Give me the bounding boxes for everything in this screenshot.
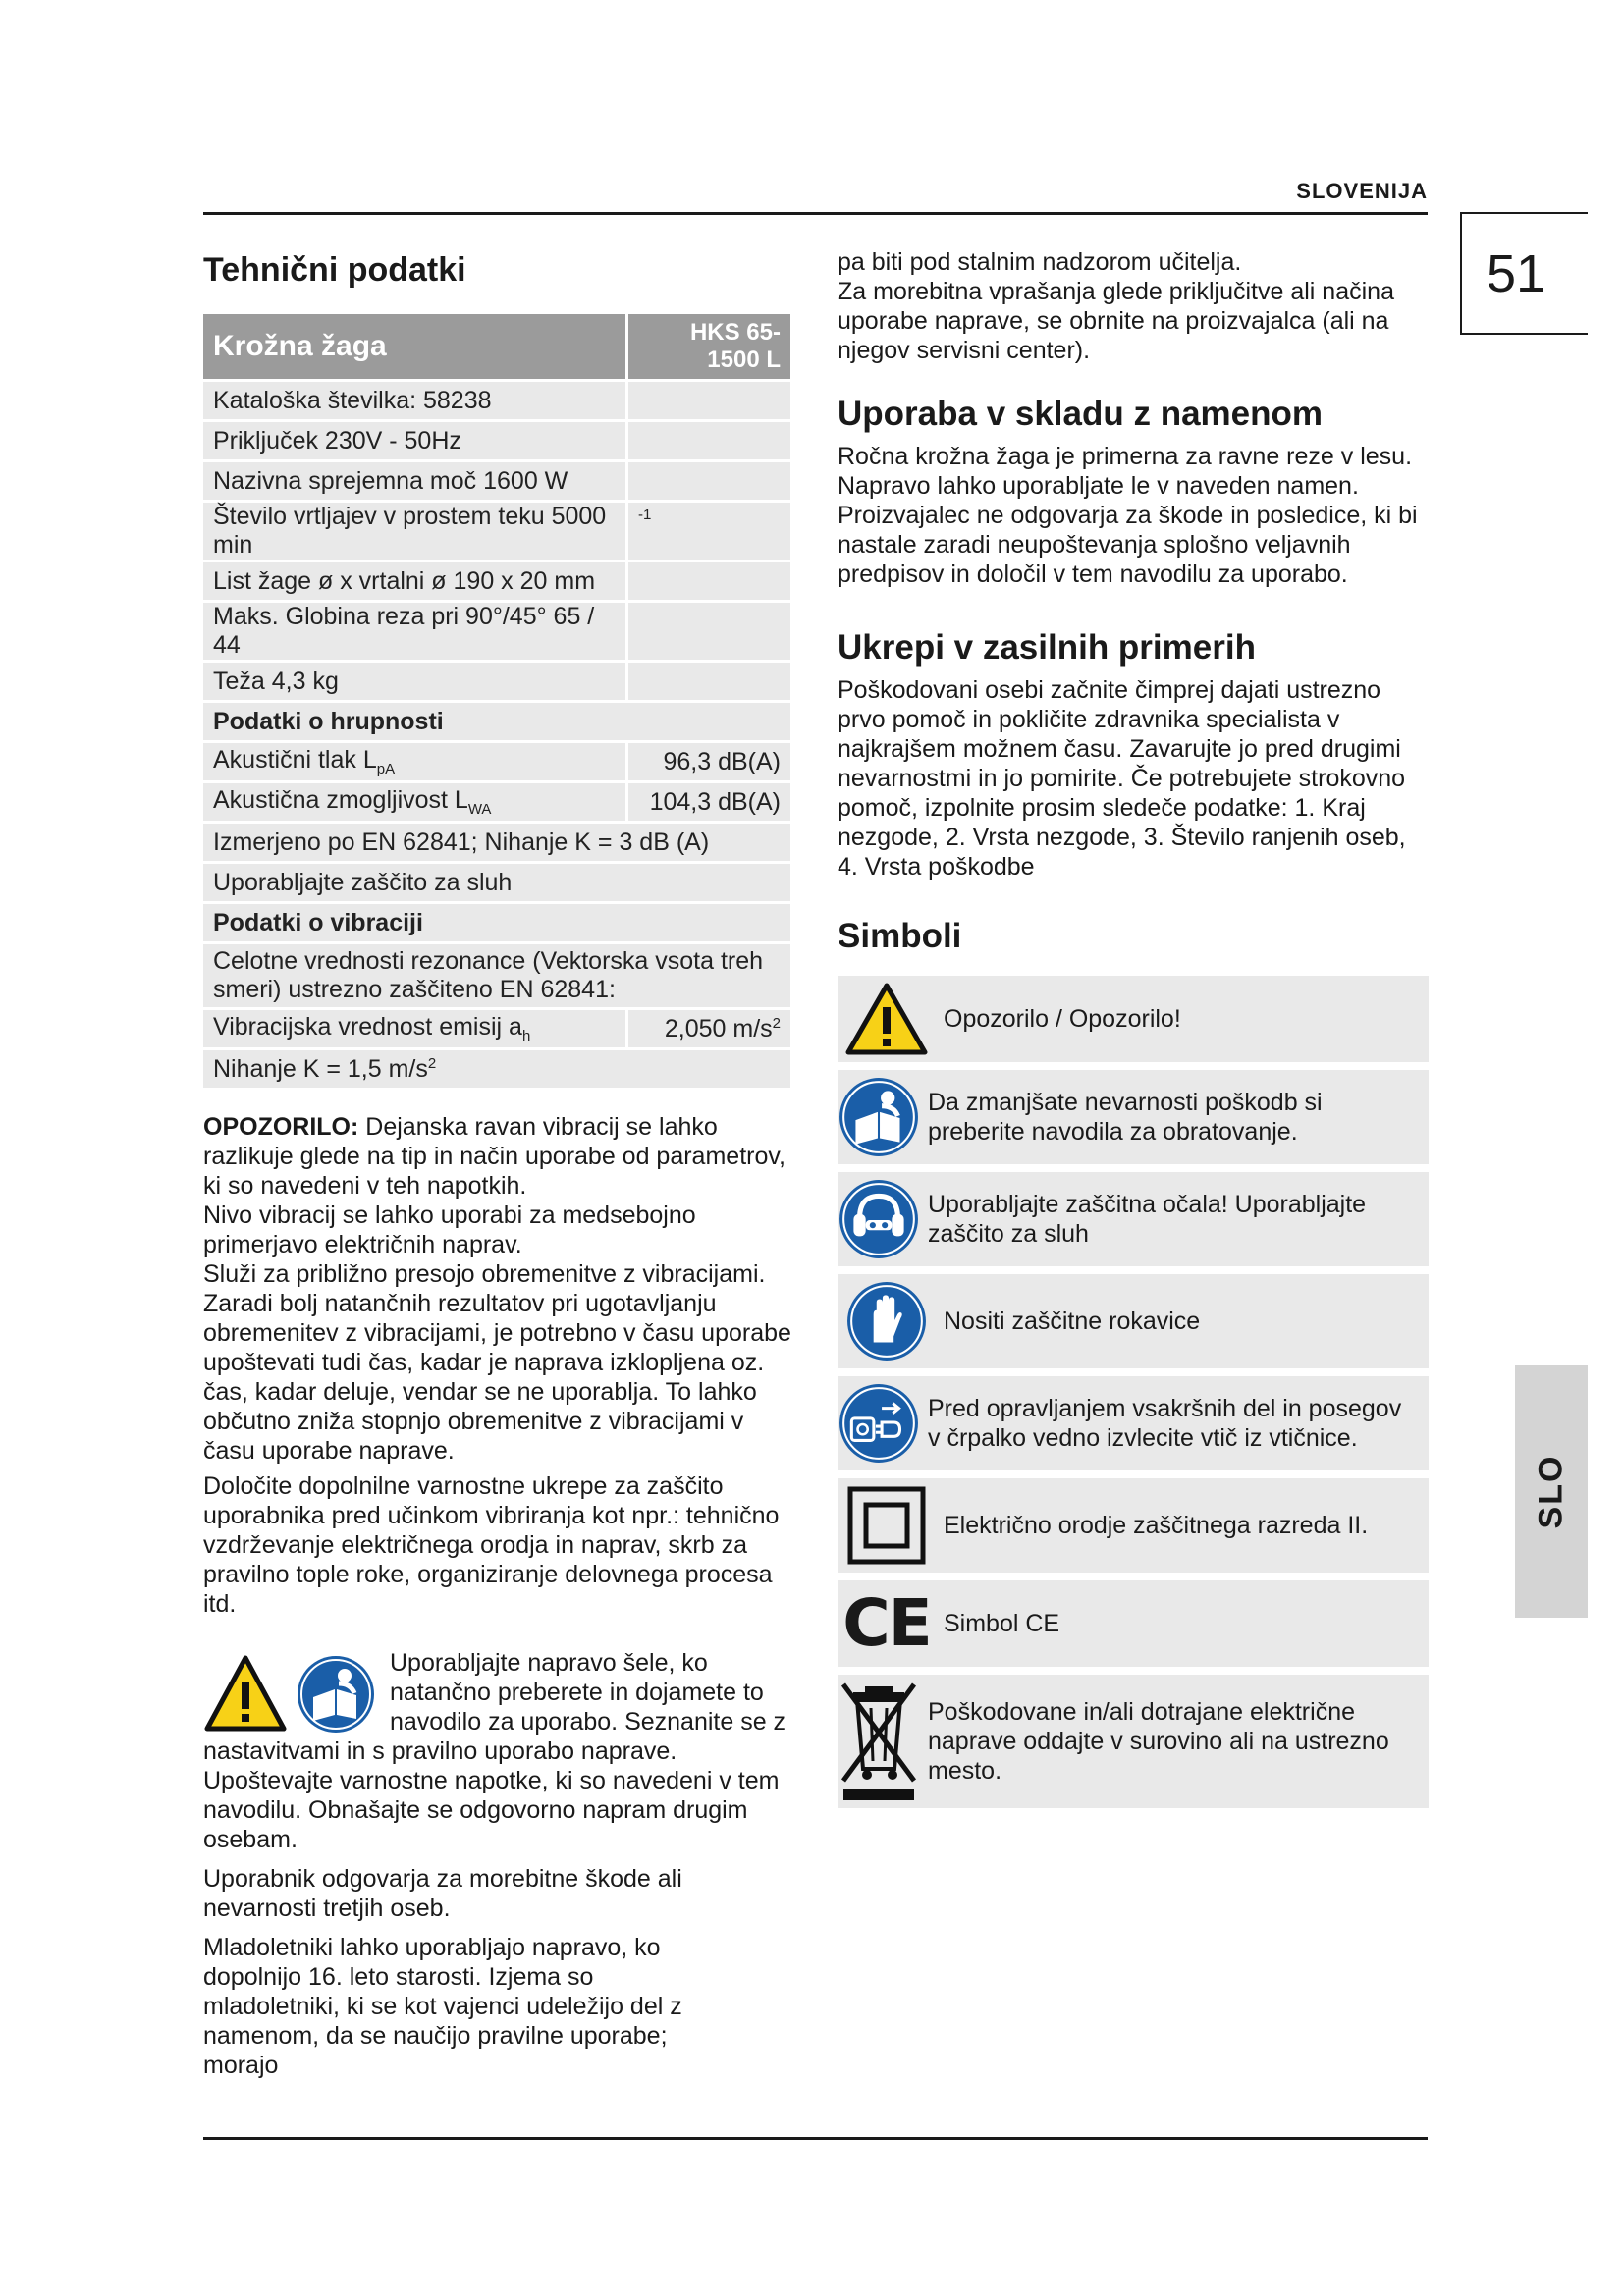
- spec-cell: Nazivna sprejemna moč 1600 W: [203, 462, 625, 500]
- spec-cell: Kataloška številka: 58238: [203, 382, 625, 419]
- language-tab: [1515, 1365, 1588, 1618]
- emission-sub: h: [521, 1028, 531, 1044]
- symbol-icon-cell: [838, 1580, 936, 1667]
- spec-empty-cell: [628, 382, 790, 419]
- spec-cell: Teža 4,3 kg: [203, 663, 625, 700]
- table-row: [203, 382, 790, 419]
- emission-value: 2,050 m/s: [664, 1014, 773, 1042]
- table-row: [203, 783, 790, 821]
- pressure-value: 96,3 dB(A): [628, 743, 790, 780]
- symbol-icon-cell: [838, 1070, 920, 1164]
- vib-k-label: Nihanje K = 1,5 m/s: [213, 1054, 428, 1083]
- table-row: [203, 562, 790, 600]
- spec-empty-cell: [628, 603, 790, 660]
- spec-table: [200, 311, 793, 1091]
- pressure-sub: pA: [376, 761, 396, 777]
- spec-header-row: [203, 314, 790, 379]
- usage-notes: [203, 1648, 796, 2080]
- spec-empty-cell: [628, 462, 790, 500]
- noise-section-title: Podatki o hrupnosti: [203, 703, 790, 740]
- vibration-paragraph-4: Zaradi bolj natančnih rezultatov pri ugotavljanju obremenitev z vibracijami, je potrebno v času uporabe upoštevati tudi čas, kadar je naprava izklopljena oz. čas, kadar deluje, vendar se ne uporablja. To lahko občutno zniža stopnjo obremenitve z vibracijami v času uporabe naprave.: [203, 1290, 791, 1465]
- page-number-box: [1460, 212, 1588, 335]
- goggles-earmuffs-icon: [838, 1178, 920, 1260]
- usage-paragraph-1: Uporabljajte napravo šele, ko natančno preberete in dojamete to navodilo za uporabo. Seznanite se z nastavitvami in s pravilno uporabo naprave. Upoštevajte varnostne napotke, ki so navedeni v tem navodilu. Obnašajte se odgovorno napram drugim osebam.: [203, 1649, 786, 1853]
- tech-title: Tehnični podatki: [203, 251, 466, 289]
- pressure-label: Akustični tlak L: [213, 746, 377, 774]
- spec-speed-sup: -1: [628, 503, 790, 560]
- measured-cell: Izmerjeno po EN 62841; Nihanje K = 3 dB (A): [203, 824, 790, 861]
- symbol-icon-cell: [838, 1172, 920, 1266]
- emergency-title: Ukrepi v zasilnih primerih: [838, 628, 1256, 667]
- spec-cell-pressure: [203, 743, 625, 780]
- table-row: [203, 904, 790, 941]
- language-tab-label: SLO: [1532, 1454, 1570, 1529]
- symbol-icon-cell: [838, 1478, 936, 1573]
- table-row: [203, 1050, 790, 1088]
- class-ii-icon: [846, 1485, 927, 1566]
- symbol-icon-cell: [838, 976, 936, 1062]
- list-item: [838, 1274, 1429, 1368]
- spec-cell-emission: [203, 1010, 625, 1047]
- symbol-text: Opozorilo / Opozorilo!: [944, 1005, 1181, 1033]
- intended-use-title: Uporaba v skladu z namenom: [838, 395, 1324, 433]
- emission-label: Vibracijska vrednost emisij a: [213, 1013, 522, 1041]
- top-rule: [203, 212, 1428, 215]
- usage-paragraph-2: Uporabnik odgovarja za morebitne škode ali nevarnosti tretjih oseb.: [203, 1865, 682, 1922]
- table-row: [203, 703, 790, 740]
- table-row: [203, 462, 790, 500]
- table-row: [203, 1010, 790, 1047]
- warning-triangle-icon: [844, 982, 929, 1056]
- spec-empty-cell: [628, 562, 790, 600]
- symbol-text: Da zmanjšate nevarnosti poškodb si preberite navodila za obratovanje.: [928, 1089, 1323, 1146]
- bottom-rule: [203, 2137, 1428, 2140]
- emission-value-cell: [628, 1010, 790, 1047]
- spec-empty-cell: [628, 663, 790, 700]
- vibration-paragraph-3: Služi za približno presojo obremenitve z vibracijami.: [203, 1260, 766, 1288]
- table-row: [203, 503, 790, 560]
- power-value: 104,3 dB(A): [628, 783, 790, 821]
- read-manual-icon: [296, 1654, 376, 1735]
- weee-bin-icon: [838, 1679, 920, 1804]
- symbol-icon-cell: [838, 1675, 920, 1808]
- table-row: [203, 743, 790, 780]
- vib-k-sup: 2: [427, 1054, 437, 1072]
- spec-cell-vib-k: [203, 1050, 790, 1088]
- list-item: [838, 976, 1429, 1062]
- intended-use-text: Ročna krožna žaga je primerna za ravne reze v lesu. Napravo lahko uporabljate le v naveden namen. Proizvajalec ne odgovarja za škode in posledice, ki bi nastale zaradi neupoštevanja splošno veljavnih predpisov in določil v tem navodilu za uporabo.: [838, 443, 1418, 588]
- symbol-text: Pred opravljanjem vsakršnih del in posegov v črpalko vedno izvlecite vtič iz vtičnice.: [928, 1395, 1402, 1452]
- warning-text: Dejanska ravan vibracij se lahko razlikuje glede na tip in način uporabe od parametrov, ki so navedeni v teh napotkih.: [203, 1113, 785, 1200]
- spec-header-model: HKS 65-1500 L: [628, 314, 790, 379]
- table-row: [203, 422, 790, 459]
- unplug-icon: [838, 1382, 920, 1465]
- country-label: SLOVENIJA: [1296, 179, 1428, 203]
- symbol-icon-cell: [838, 1376, 920, 1470]
- hearing-cell: Uporabljajte zaščito za sluh: [203, 864, 790, 901]
- symbol-text: Električno orodje zaščitnega razreda II.: [944, 1512, 1369, 1539]
- table-row: [203, 944, 790, 1007]
- left-column: [203, 245, 796, 2080]
- list-item: [838, 1675, 1429, 1808]
- power-label: Akustična zmogljivost L: [213, 786, 468, 814]
- page-number: 51: [1486, 243, 1546, 303]
- symbols-title: Simboli: [838, 917, 962, 955]
- vibration-section-title: Podatki o vibraciji: [203, 904, 790, 941]
- list-item: [838, 1070, 1429, 1164]
- symbol-text: Simbol CE: [944, 1610, 1060, 1637]
- warning-triangle-icon: [203, 1654, 288, 1733]
- vibration-paragraph-5: Določite dopolnilne varnostne ukrepe za zaščito uporabnika pred učinkom vibriranja kot npr.: tehnično vzdrževanje električnega orodja in naprav, skrb za pravilno tople roke, organiziranje delovnega procesa itd.: [203, 1472, 780, 1618]
- usage-paragraph-3: Mladoletniki lahko uporabljajo napravo, ko dopolnijo 16. leto starosti. Izjema so mladoletniki, ki se kot vajenci udeležijo del z namenom, da se naučijo pravilne uporabe; morajo: [203, 1934, 682, 2079]
- list-item: [838, 1580, 1429, 1667]
- spec-cell-speed: Število vrtljajev v prostem teku 5000 min: [203, 503, 625, 560]
- table-row: [203, 864, 790, 901]
- read-manual-icon: [838, 1076, 920, 1158]
- emission-value-sup: 2: [772, 1014, 781, 1032]
- warning-label: OPOZORILO:: [203, 1113, 359, 1141]
- ce-mark-icon: CE: [842, 1585, 931, 1661]
- vibration-total-cell: Celotne vrednosti rezonance (Vektorska vsota treh smeri) ustrezno zaščiteno EN 62841:: [203, 944, 790, 1007]
- list-item: [838, 1478, 1429, 1573]
- vibration-paragraph-2: Nivo vibracij se lahko uporabi za medsebojno primerjavo električnih naprav.: [203, 1201, 696, 1258]
- spec-cell-power: [203, 783, 625, 821]
- symbol-text: Nositi zaščitne rokavice: [944, 1308, 1201, 1335]
- right-column: [838, 247, 1429, 1816]
- symbol-text: Uporabljajte zaščitna očala! Uporabljajte zaščito za sluh: [928, 1191, 1367, 1248]
- usage-icons: [203, 1654, 380, 1736]
- gloves-icon: [845, 1280, 928, 1362]
- list-item: [838, 1376, 1429, 1470]
- table-row: [203, 663, 790, 700]
- table-row: [203, 603, 790, 660]
- spec-header-name: Krožna žaga: [203, 314, 625, 379]
- list-item: [838, 1172, 1429, 1266]
- spec-empty-cell: [628, 422, 790, 459]
- spec-cell: List žage ø x vrtalni ø 190 x 20 mm: [203, 562, 625, 600]
- spec-cell: Priključek 230V - 50Hz: [203, 422, 625, 459]
- spec-cell: Maks. Globina reza pri 90°/45° 65 / 44: [203, 603, 625, 660]
- table-row: [203, 824, 790, 861]
- intro-paragraph-2: Za morebitna vprašanja glede priključitve ali načina uporabe naprave, se obrnite na proizvajalca (ali na njegov servisni center).: [838, 278, 1394, 364]
- warning-paragraph: [203, 1112, 796, 1201]
- symbol-text: Poškodovane in/ali dotrajane električne naprave oddajte v surovino ali na ustrezno mesto.: [928, 1698, 1389, 1785]
- intro-line-1: pa biti pod stalnim nadzorom učitelja.: [838, 248, 1242, 276]
- symbol-icon-cell: [838, 1274, 936, 1368]
- power-sub: WA: [467, 801, 492, 818]
- symbols-list: [838, 976, 1429, 1808]
- emergency-text: Poškodovani osebi začnite čimprej dajati ustrezno prvo pomoč in pokličite zdravnika specialista v najkrajšem možnem času. Zavarujte jo pred drugimi nevarnostmi in jo pomirite. Če potrebujete strokovno pomoč, izpolnite prosim sledeče podatke: 1. Kraj nezgode, 2. Vrsta nezgode, 3. Število ranjenih oseb, 4. Vrsta poškodbe: [838, 676, 1406, 881]
